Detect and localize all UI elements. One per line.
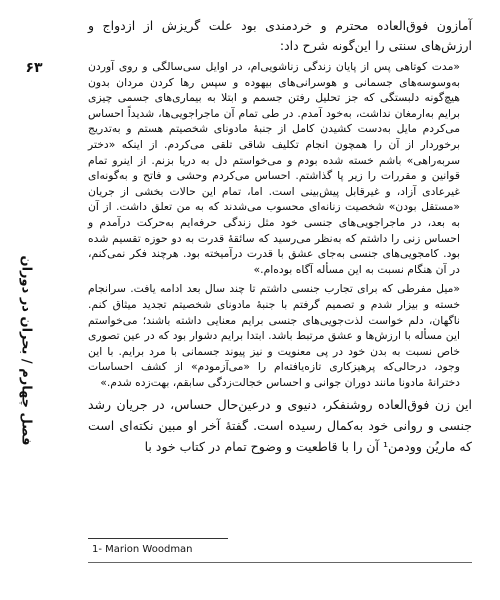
running-head-text: فصل چهارم / بحران در دوران	[18, 255, 34, 445]
bottom-rule	[88, 562, 472, 563]
closing-paragraph: این زن فوق‌العاده روشنفکر، دنیوی و درعین‌حال حساس، در جریان رشد جنسی و روانی خود به‌کمال رسیده است. گفتهٔ آخر او مبین نکته‌ای است که ماریُن وودمن¹ آن را با قاطعیت و وضوح تمام در کتاب خود با	[88, 397, 472, 455]
running-head	[6, 130, 46, 570]
text-column	[88, 16, 472, 457]
quote-paragraph-1: «مدت کوتاهی پس از پایان زندگی زناشویی‌ام، در اوایل سی‌سالگی و روی آوردن به‌وسوسه‌های جسمانی و هوسرانی‌های بیهوده و سپس رها کردن مردان بدون هیچ‌گونه دلبستگی‌ که جز تحلیل رفتن جسمم و ابتلا به بیماری‌های جسمی چیزی برایم به‌ارمغان نداشت، به‌خود آمدم. در طی تمام آن ماجراجویی‌ها، شدیداً احساس می‌کردم مایل به‌دست کشیدن کامل از جنبهٔ مادونای شخصیتم هستم و به‌تدریج برخوردار از آن را همچون انجام تکلیف شاقی تلقی می‌کردم. از اینکه «دختر سربه‌راهی» باشم خسته شده بودم و می‌خواستم دل به دریا بزنم. از اینرو تمام قوانین و مقررات را زیر پا گذاشتم. احساس می‌کردم وحشی و فاتح و به‌گونه‌ای غیرعادی آزاد، و غیرقابل‌ پیش‌بینی است. اما، تمام این حالات بخشی از جریان «مستقل بودن» شخصیت زنانه‌ای محسوب می‌شدند که به من تعلق داشت. از آن به بعد، در ماجراجویی‌های جنسی خود مثل زندگی حرفه‌ایم به‌حرکت درآمدم و احساس زنی را داشتم که به‌نظر می‌رسید که سائقهٔ قدرت به دو حوزه تقسیم شده بود. کامجویی‌های جنسی به‌جای عشق با قدرت درآمیخته بود. هرچند فکر نمی‌کنم، در آن هنگام نسبت به این مسأله آگاه بوده‌ام.»	[88, 60, 460, 276]
page-number: ۶۳	[25, 60, 43, 76]
quote-paragraph-2: «میل مفرطی که برای تجارب جنسی داشتم تا چند سال بعد ادامه یافت. سرانجام خسته و بیزار شدم و تصمیم گرفتم با جنبهٔ مادونای شخصیتم تجدید میثاق کنم. ناگهان، دلم خواست لذت‌جویی‌های جنسی برایم معنایی داشته باشند؛ می‌خواستم این مسأله با ارزش‌ها و عشق مرتبط باشد. ابتدا برایم دشوار بود که در عین تصوری خاص نسبت به بدن خود در پی معنویت و نیز پیوند جسمانی با مرد برایم. با این وجود، درحالی‌که پرهیزکاری تازه‌یافته‌ام را «می‌آزمودم» از کشف احساسات دخترانهٔ مادونا مانند دوران جوانی و احساس خجالت‌زدگی سابقم، بهت‌زده شدم.»	[88, 282, 460, 389]
footnote: 1- Marion Woodman	[92, 544, 193, 555]
footnote-rule	[88, 538, 228, 539]
intro-paragraph: آمازون فوق‌العاده محترم و خردمندی بود علت گریزش از ازدواج و ارزش‌های سنتی را این‌گونه شرح داد:	[88, 18, 472, 53]
